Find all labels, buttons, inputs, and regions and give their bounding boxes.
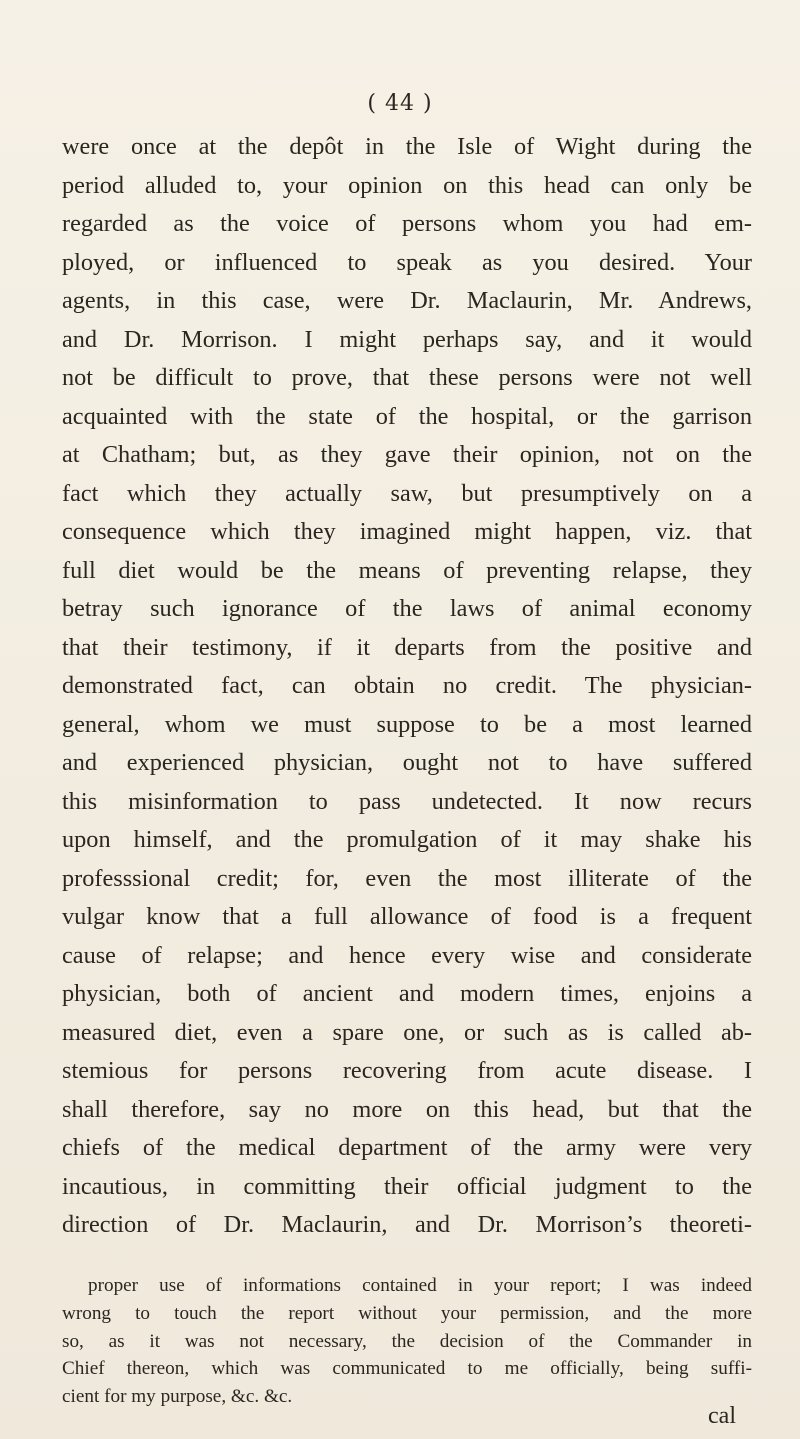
footnote-line: so, as it was not necessary, the decision of the Commander in [62,1330,752,1352]
body-line: cause of relapse; and hence every wise and considerate [62,941,752,969]
body-line: shall therefore, say no more on this head, but that the [62,1095,752,1123]
footnote [62,1272,752,1411]
body-line: general, whom we must suppose to be a most learned [62,710,752,738]
page-number: ( 44 ) [367,91,433,116]
footnote-line: Chief thereon, which was communicated to me officially, being suffi- [62,1358,752,1380]
body-line: stemious for persons recovering from acute disease. I [62,1057,752,1084]
body-line: full diet would be the means of preventing relapse, they [62,556,752,584]
body-line: incautious, in committing their official judgment to the [62,1172,752,1200]
body-line: betray such ignorance of the laws of animal economy [62,595,752,622]
body-line: measured diet, even a spare one, or such as is called ab- [62,1018,752,1046]
body-line: agents, in this case, were Dr. Maclaurin, Mr. Andrews, [62,287,752,314]
footnote-line: cient for my purpose, &c. &c. [62,1386,293,1408]
body-line: demonstrated fact, can obtain no credit. The physician- [62,672,752,699]
body-line: period alluded to, your opinion on this head can only be [62,171,752,199]
body-line: physician, both of ancient and modern times, enjoins a [62,980,752,1007]
body-line: direction of Dr. Maclaurin, and Dr. Morrison’s theoreti- [62,1211,752,1238]
body-line: were once at the depôt in the Isle of Wight during the [62,133,752,160]
body-line: vulgar know that a full allowance of food is a frequent [62,903,752,930]
body-line: this misinformation to pass undetected. It now recurs [62,787,752,815]
body-line: ployed, or influenced to speak as you desired. Your [62,248,752,276]
body-line: and experienced physician, ought not to have suffered [62,749,752,776]
footnote-line: proper use of informations contained in your report; I was indeed [88,1275,752,1296]
catchword: cal [708,1403,736,1429]
body-line: not be difficult to prove, that these persons were not well [62,364,752,391]
body-line: chiefs of the medical department of the army were very [62,1134,752,1161]
body-line: acquainted with the state of the hospital, or the garrison [62,402,752,430]
body-line: upon himself, and the promulgation of it may shake his [62,826,752,853]
footnote-line: wrong to touch the report without your permission, and the more [62,1302,752,1324]
body-line: professsional credit; for, even the most illiterate of the [62,864,752,892]
body-line: consequence which they imagined might happen, viz. that [62,518,752,545]
body-line: fact which they actually saw, but presumptively on a [62,479,752,507]
body-line: at Chatham; but, as they gave their opinion, not on the [62,441,752,468]
body-line: and Dr. Morrison. I might perhaps say, and it would [62,325,752,353]
body-line: regarded as the voice of persons whom you had em- [62,210,752,237]
body-text [62,128,752,1245]
body-line: that their testimony, if it departs from the positive and [62,633,752,661]
